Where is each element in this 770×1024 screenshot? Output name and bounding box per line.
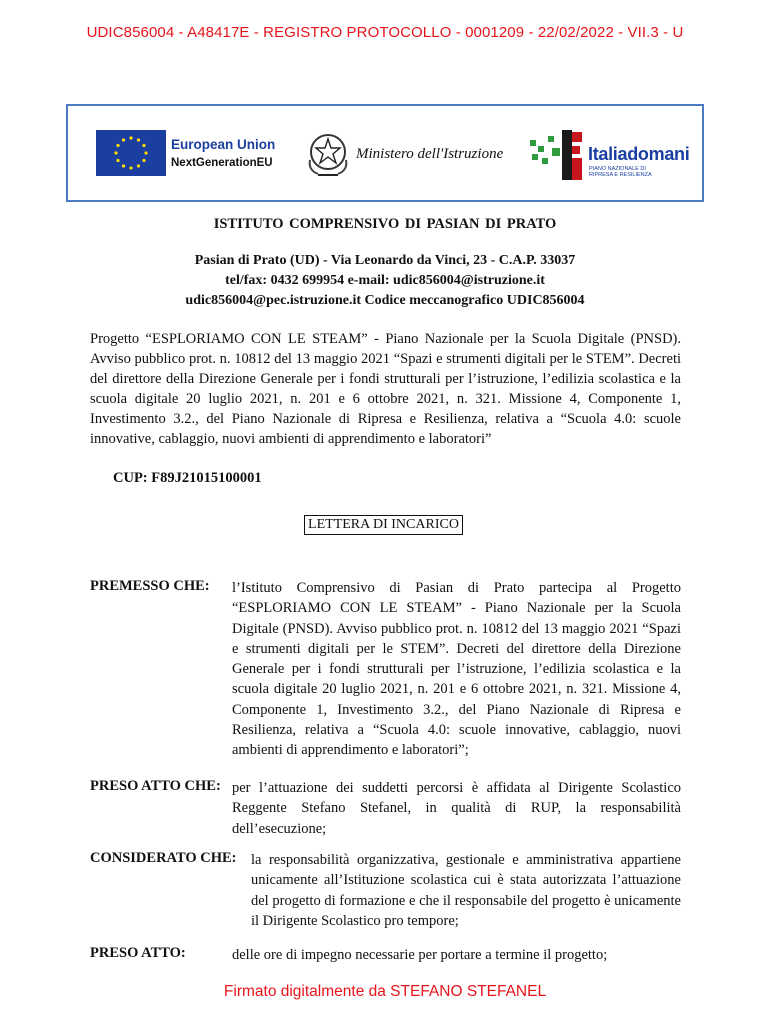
italiadomani-mark-icon [528, 126, 586, 182]
school-address [0, 251, 770, 311]
italiadomani-subtitle: PIANO NAZIONALE DI RIPRESA E RESILIENZA [589, 166, 652, 178]
logo-banner [66, 104, 704, 202]
address-line-2: tel/fax: 0432 699954 e-mail: udic856004@istruzione.it [225, 273, 545, 288]
clause-text-preso-atto: delle ore di impegno necessarie per portare a termine il progetto; [232, 947, 608, 963]
italiadomani-text: Italiadomani [588, 144, 690, 164]
address-line-1: Pasian di Prato (UD) - Via Leonardo da Vinci, 23 - C.A.P. 33037 [194, 253, 576, 268]
ministry-logo-text: Ministero dell'Istruzione [356, 146, 504, 162]
project-paragraph: Progetto “ESPLORIAMO CON LE STEAM” - Piano Nazionale per la Scuola Digitale (PNSD). Avviso pubblico prot. n. 10812 del 13 maggio 2021 “Spazi e strumenti digitali per le STEM”. Decreti del direttore della Direzione Generale per i fondi strutturali per l’istruzione, l’edilizia scolastica e la scuola digitale 20 luglio 2021, n. 201 e 6 ottobre 2021, n. 321. Missione 4, Componente 1, Investimento 3.2., del Piano Nazionale di Ripresa e Resilienza, relativa a “Scuola 4.0: scuole innovative, cablaggio, nuovi ambienti di apprendimento e laboratori” [90, 331, 681, 447]
clause-text-considerato: la responsabilità organizzativa, gestionale e amministrativa appartiene unicamente all’Istituzione scolastica cui è stata autorizzata l’attuazione del progetto di formazione e che il responsabile del progetto è unicamente il Dirigente Scolastico pro tempore; [251, 852, 681, 929]
school-name: ISTITUTO COMPRENSIVO DI PASIAN DI PRATO [213, 216, 557, 232]
clause-label-preso-atto-che: PRESO ATTO CHE: [90, 778, 221, 794]
address-line-3: udic856004@pec.istruzione.it Codice meccanografico UDIC856004 [185, 293, 585, 308]
clause-text-preso-atto-che: per l’attuazione dei suddetti percorsi è affidata al Dirigente Scolastico Reggente Stefano Stefanel, in qualità di RUP, la responsabilità dell’esecuzione; [232, 780, 681, 837]
clause-label-premesso: PREMESSO CHE: [90, 578, 210, 594]
eu-name: European Union [171, 137, 276, 152]
signature-stamp: Firmato digitalmente da STEFANO STEFANEL [223, 983, 547, 1000]
protocol-stamp: UDIC856004 - A48417E - REGISTRO PROTOCOLLO - 0001209 - 22/02/2022 - VII.3 - U [86, 24, 684, 41]
clause-label-preso-atto: PRESO ATTO: [90, 945, 186, 961]
clause-text-premesso: l’Istituto Comprensivo di Pasian di Prato partecipa al Progetto “ESPLORIAMO CON LE STEAM” - Piano Nazionale per la Scuola Digitale (PNSD). Avviso pubblico prot. n. 10812 del 13 maggio 2021 “Spazi e strumenti digitali per le STEM”. Decreti del direttore della Direzione Generale per i fondi strutturali per l’istruzione, l’edilizia scolastica e la scuola digitale 20 luglio 2021, n. 201 e 6 ottobre 2021, n. 321. Missione 4, Componente 1, Investimento 3.2., del Piano Nazionale di Ripresa e Resilienza, relativa a “Scuola 4.0: scuole innovative, cablaggio, nuovi ambienti di apprendimento e laboratori”; [232, 580, 681, 759]
eu-flag-icon [96, 130, 166, 176]
eu-program: NextGenerationEU [171, 157, 273, 169]
letter-title: LETTERA DI INCARICO [304, 515, 463, 535]
cup-code: CUP: F89J21015100001 [113, 470, 262, 486]
clause-label-considerato: CONSIDERATO CHE: [90, 850, 237, 866]
italian-republic-emblem-icon [304, 126, 352, 180]
